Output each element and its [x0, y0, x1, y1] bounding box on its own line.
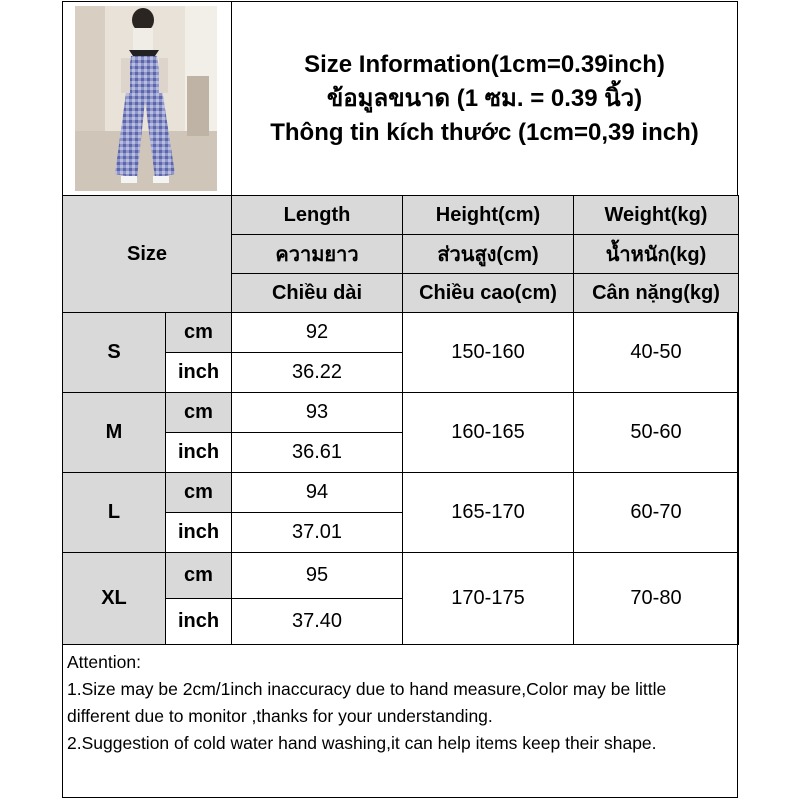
length-inch-value: 36.61	[232, 433, 403, 473]
weight-header-vi: Cân nặng(kg)	[574, 274, 739, 313]
size-table	[62, 195, 739, 645]
height-range-value: 165-170	[403, 473, 574, 553]
attention-note-2: 2.Suggestion of cold water hand washing,it can help items keep their shape.	[67, 733, 657, 753]
height-range-value: 170-175	[403, 553, 574, 645]
unit-inch-label: inch	[166, 353, 232, 393]
length-header-en: Length	[232, 196, 403, 235]
size-label-s: S	[63, 313, 166, 393]
height-header-th: ส่วนสูง(cm)	[403, 235, 574, 274]
length-inch-value: 37.40	[232, 599, 403, 645]
info-line-thai: ข้อมูลขนาด (1 ซม. = 0.39 นิ้ว)	[326, 84, 643, 112]
weight-range-value: 40-50	[574, 313, 739, 393]
table-row	[63, 313, 739, 353]
weight-range-value: 60-70	[574, 473, 739, 553]
unit-cm-label: cm	[166, 553, 232, 599]
height-header-vi: Chiều cao(cm)	[403, 274, 574, 313]
table-row	[63, 393, 739, 433]
size-column-header: Size	[63, 196, 232, 313]
height-range-value: 150-160	[403, 313, 574, 393]
unit-cm-label: cm	[166, 473, 232, 513]
size-label-xl: XL	[63, 553, 166, 645]
table-row	[63, 553, 739, 599]
length-cm-value: 94	[232, 473, 403, 513]
unit-cm-label: cm	[166, 393, 232, 433]
header-section	[63, 2, 737, 196]
attention-note-1: 1.Size may be 2cm/1inch inaccuracy due to hand measure,Color may be little different due to monitor ,thanks for your understanding.	[67, 679, 667, 726]
length-cm-value: 93	[232, 393, 403, 433]
weight-range-value: 50-60	[574, 393, 739, 473]
weight-header-th: น้ำหนัก(kg)	[574, 235, 739, 274]
length-inch-value: 37.01	[232, 513, 403, 553]
height-range-value: 160-165	[403, 393, 574, 473]
product-photo	[75, 6, 217, 191]
height-header-en: Height(cm)	[403, 196, 574, 235]
length-cm-value: 92	[232, 313, 403, 353]
weight-header-en: Weight(kg)	[574, 196, 739, 235]
weight-range-value: 70-80	[574, 553, 739, 645]
unit-inch-label: inch	[166, 433, 232, 473]
attention-title: Attention:	[67, 652, 141, 672]
length-cm-value: 95	[232, 553, 403, 599]
unit-cm-label: cm	[166, 313, 232, 353]
info-line-vietnamese: Thông tin kích thước (1cm=0,39 inch)	[270, 118, 699, 146]
unit-inch-label: inch	[166, 513, 232, 553]
size-chart	[62, 1, 738, 798]
size-label-m: M	[63, 393, 166, 473]
attention-notes	[67, 649, 727, 757]
size-label-l: L	[63, 473, 166, 553]
product-photo-image	[75, 6, 217, 191]
table-row	[63, 473, 739, 513]
unit-inch-label: inch	[166, 599, 232, 645]
length-header-vi: Chiều dài	[232, 274, 403, 313]
length-inch-value: 36.22	[232, 353, 403, 393]
length-header-th: ความยาว	[232, 235, 403, 274]
info-line-english: Size Information(1cm=0.39inch)	[304, 50, 665, 78]
size-information	[232, 2, 737, 195]
